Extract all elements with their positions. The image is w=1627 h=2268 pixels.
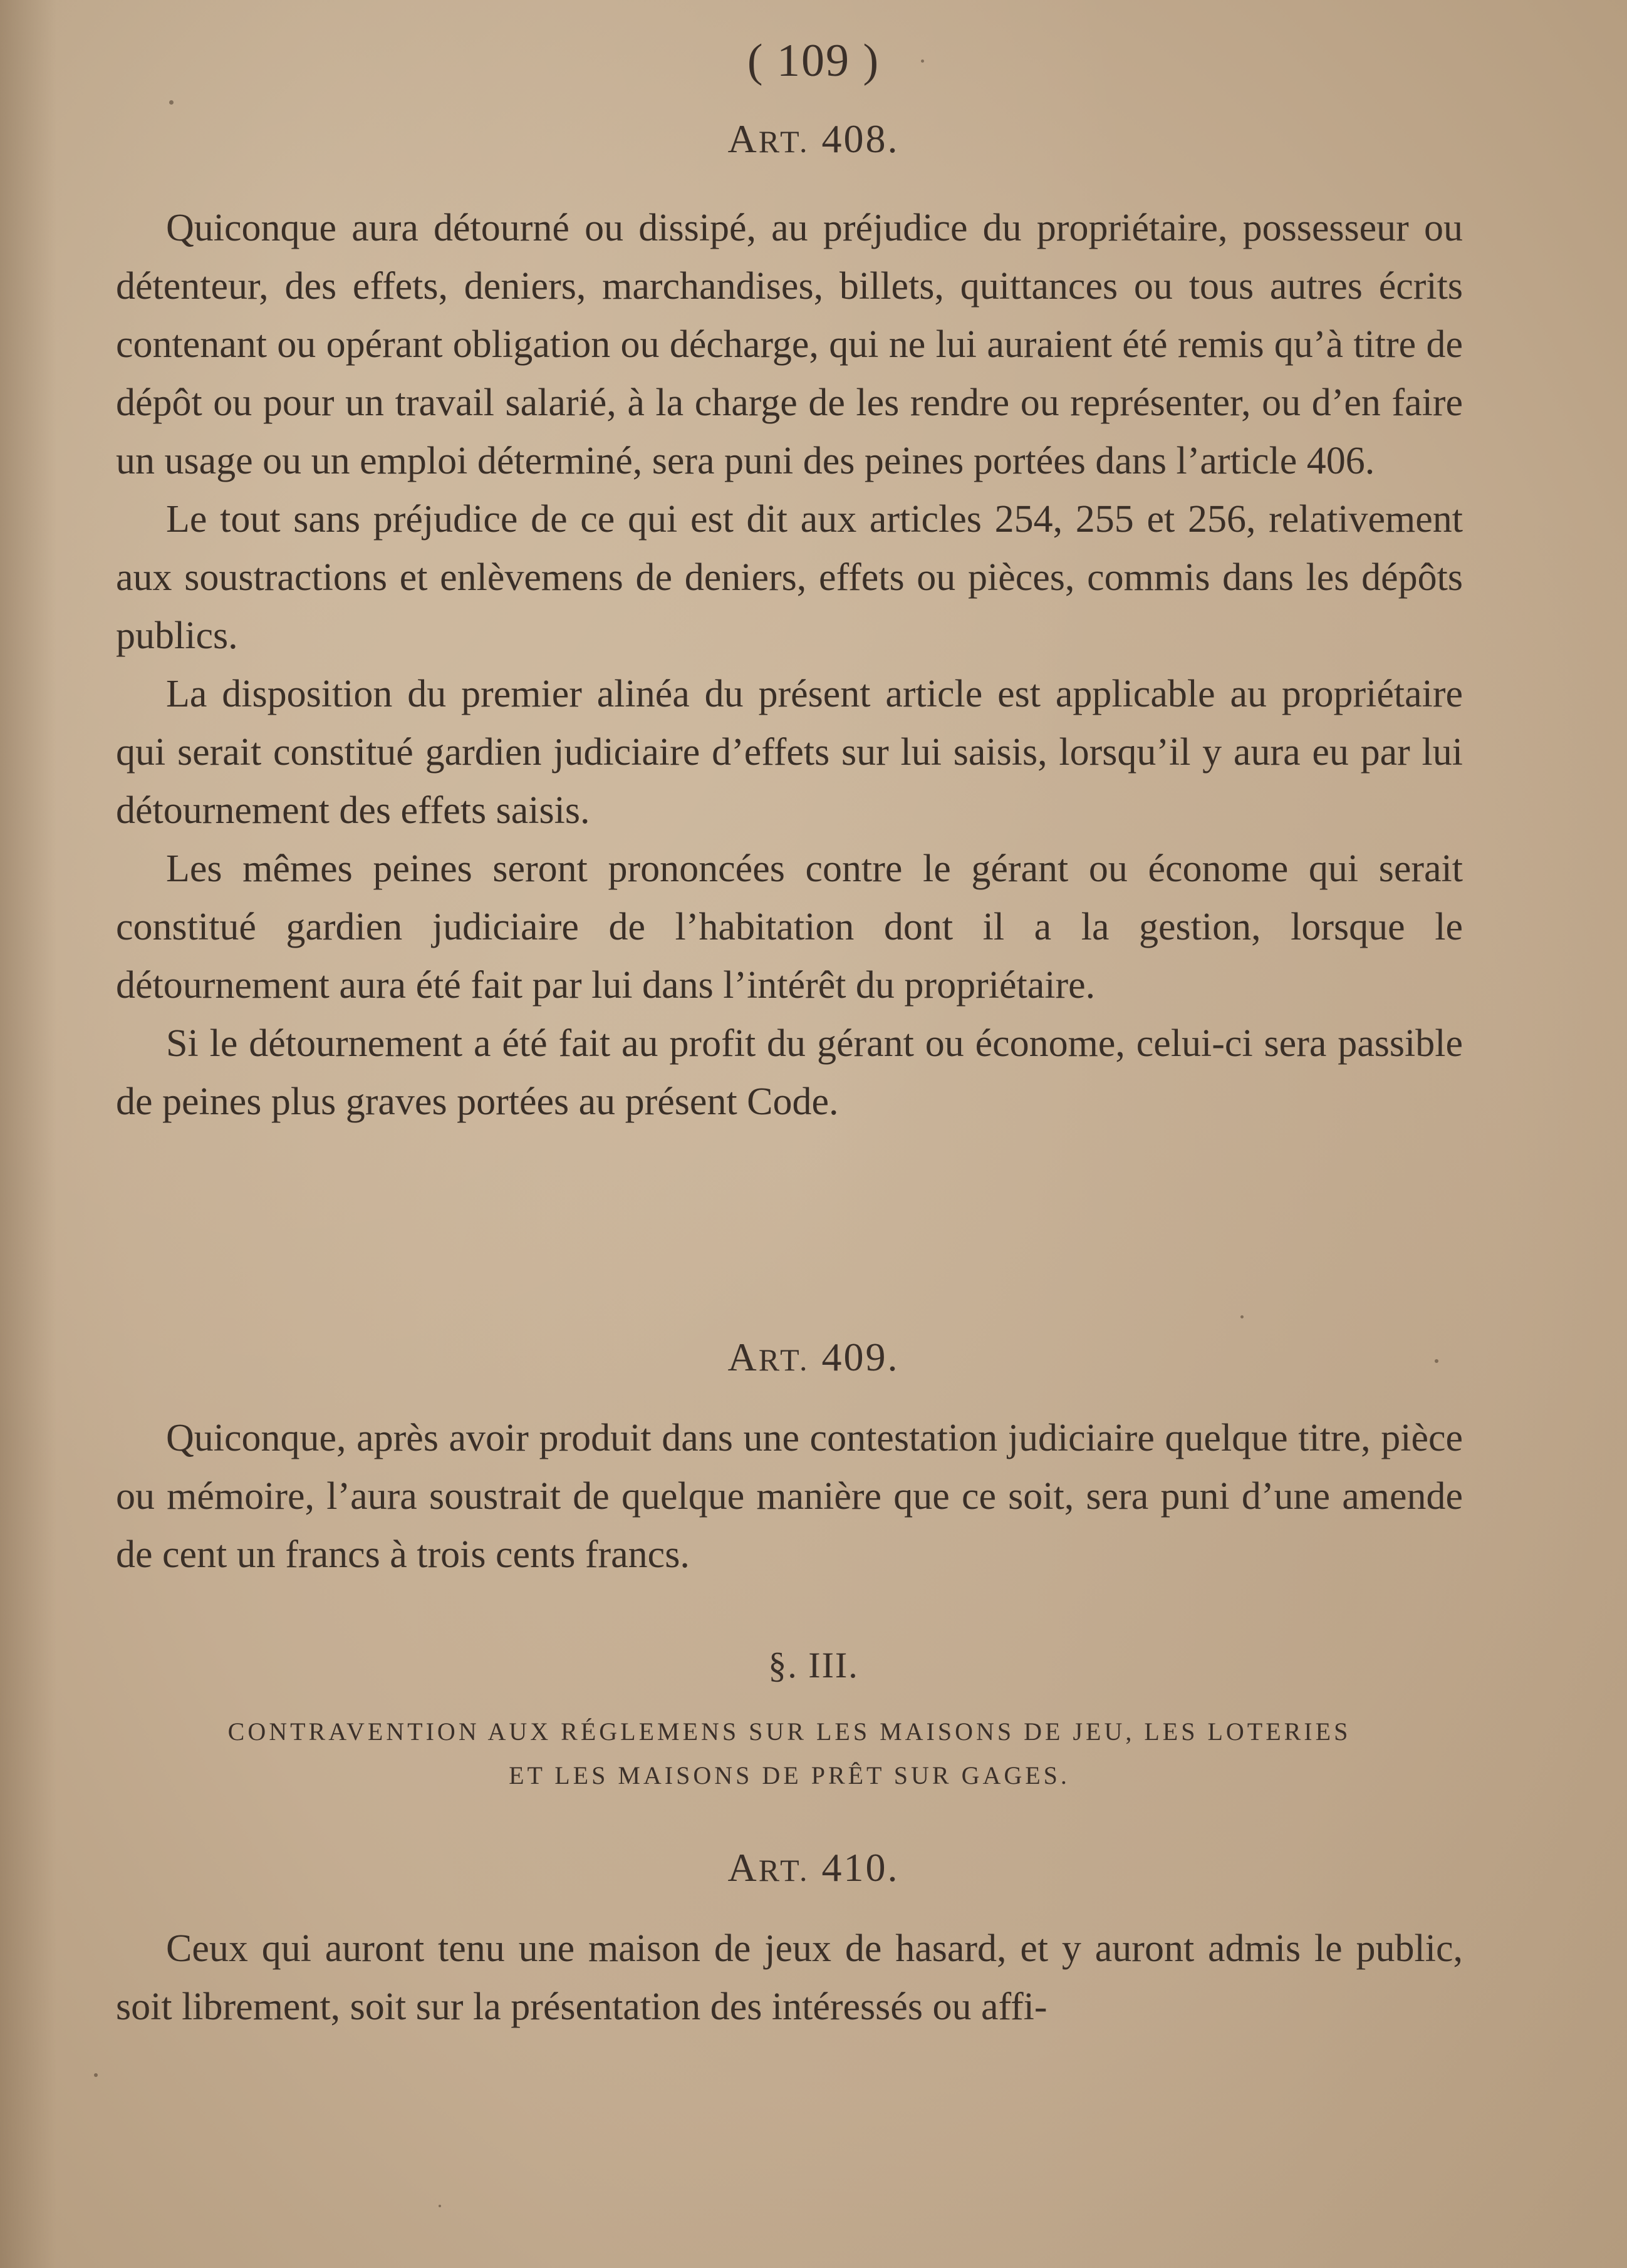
- article-408-paragraph-5: Si le détournement a été fait au profit du gérant ou économe, celui-ci sera passible de peines plus graves portées au présent Code.: [116, 1022, 1463, 1123]
- article-heading-prefix: A: [727, 1845, 759, 1890]
- article-410-heading: [0, 1845, 1627, 1891]
- article-heading-rest: RT.: [758, 1342, 810, 1377]
- article-heading-rest: RT.: [758, 124, 810, 159]
- article-408-heading: [0, 116, 1627, 162]
- article-408-paragraph-3: La disposition du premier alinéa du présent article est applicable au propriétaire qui serait constitué gardien judiciaire d’effets sur lui saisis, lorsqu’il y aura eu par lui détournement des effets saisis.: [116, 673, 1463, 832]
- article-heading-prefix: A: [727, 1335, 759, 1379]
- article-heading-number: 409.: [821, 1335, 900, 1379]
- article-heading-number: 410.: [821, 1845, 900, 1890]
- article-408-paragraph-1: Quiconque aura détourné ou dissipé, au préjudice du propriétaire, possesseur ou détenteur, des effets, deniers, marchandises, billets, quittances ou tous autres écrits contenant ou opérant obligation ou décharge, qui ne lui auraient été remis qu’à titre de dépôt ou pour un travail salarié, à la charge de les rendre ou représenter, ou d’en faire un usage ou un emploi déterminé, sera puni des peines portées dans l’article 406.: [116, 207, 1463, 482]
- page-number: ( 109 ): [747, 35, 880, 86]
- article-409-body: [116, 1409, 1463, 1584]
- article-410-body: [116, 1920, 1463, 2036]
- binding-shadow: [0, 0, 56, 2268]
- section-title-line-2: ET LES MAISONS DE PRÊT SUR GAGES.: [509, 1761, 1070, 1789]
- section-title-line-1: CONTRAVENTION AUX RÉGLEMENS SUR LES MAISONS DE JEU, LES LOTERIES: [227, 1717, 1351, 1746]
- article-409-heading: [0, 1334, 1627, 1380]
- section-number: §. III.: [768, 1645, 859, 1685]
- article-heading-prefix: A: [727, 117, 759, 161]
- paper-speck: [439, 2205, 441, 2207]
- article-408-paragraph-2: Le tout sans préjudice de ce qui est dit aux articles 254, 255 et 256, relativement aux soustractions et enlèvemens de deniers, effets ou pièces, commis dans les dépôts publics.: [116, 498, 1463, 657]
- article-409-paragraph-1: Quiconque, après avoir produit dans une contestation judiciaire quelque titre, pièce ou mémoire, l’aura soustrait de quelque manière que ce soit, sera puni d’une amende de cent un francs à trois cents francs.: [116, 1417, 1463, 1576]
- article-408-body: [116, 199, 1463, 1131]
- section-title: [110, 1710, 1469, 1798]
- paper-speck: [169, 100, 174, 105]
- paper-speck: [921, 60, 924, 63]
- article-heading-rest: RT.: [758, 1853, 810, 1888]
- paper-speck: [94, 2073, 98, 2077]
- paper-speck: [1240, 1315, 1244, 1318]
- article-410-paragraph-1: Ceux qui auront tenu une maison de jeux de hasard, et y auront admis le public, soit librement, soit sur la présentation des intéressés ou affi-: [116, 1927, 1463, 2028]
- paper-speck: [1435, 1359, 1438, 1363]
- article-heading-number: 408.: [821, 117, 900, 161]
- article-408-paragraph-4: Les mêmes peines seront prononcées contre le gérant ou économe qui serait constitué gardien judiciaire de l’habitation dont il a la gestion, lorsque le détournement aura été fait par lui dans l’intérêt du propriétaire.: [116, 847, 1463, 1007]
